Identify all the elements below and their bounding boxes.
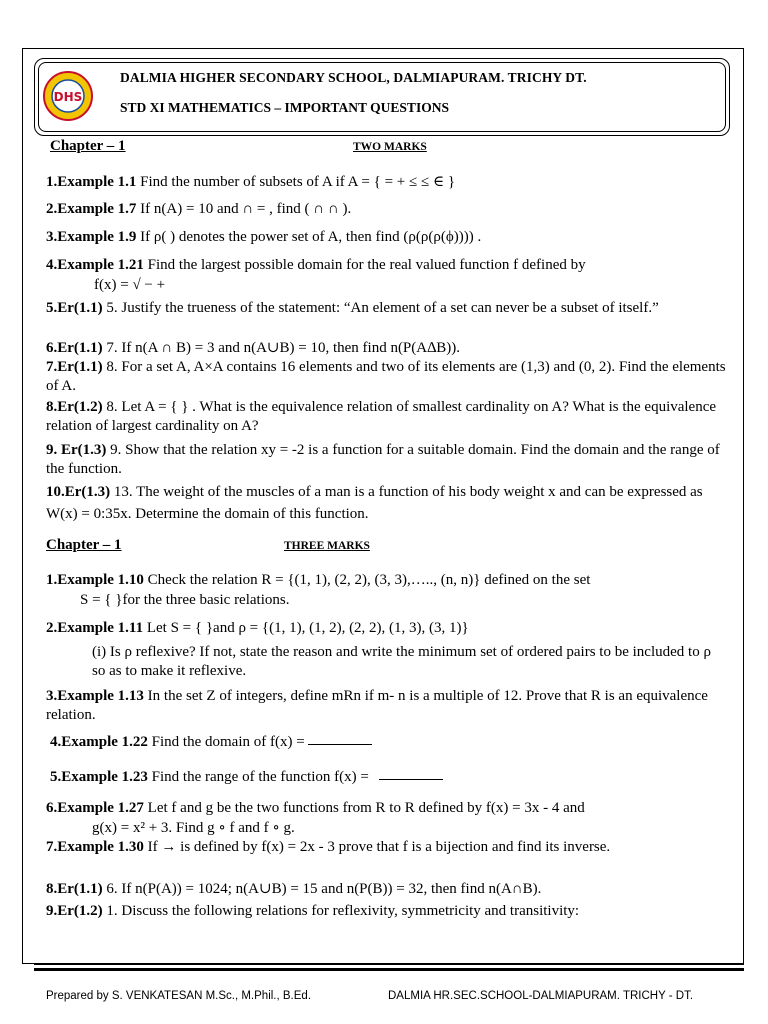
question-item: 9. Er(1.3) 9. Show that the relation xy = -2 is a function for a suitable domain. Find the domain and the range of the function. [46,442,720,477]
logo-text: DHS [53,90,83,104]
question-item: 2.Example 1.11 Let S = { }and ρ = {(1, 1), (1, 2), (2, 2), (1, 3), (3, 1)} [46,620,469,636]
question-item: 1.Example 1.1 Find the number of subsets of A if A = { = + ≤ ≤ ∈ } [46,174,456,190]
footer-rule [34,964,744,965]
chapter-heading: Chapter – 1 [46,537,122,553]
question-item: 3.Example 1.9 If ρ( ) denotes the power set of A, then find (ρ(ρ(ρ(ϕ)))) . [46,229,482,245]
school-logo [42,70,94,122]
school-name: DALMIA HIGHER SECONDARY SCHOOL, DALMIAPURAM. TRICHY DT. [120,70,587,85]
question-item: 3.Example 1.13 In the set Z of integers, define mRn if m- n is a multiple of 12. Prove that R is an equivalence relation. [46,688,708,723]
section-marks-heading: TWO MARKS [353,141,427,153]
question-item: 4.Example 1.22 Find the domain of f(x) = [50,733,730,752]
question-item: 8.Er(1.2) 8. Let A = { } . What is the equivalence relation of smallest cardinality on A? What is the equivalence relation of largest cardinality on A? [46,399,717,434]
question-item: 2.Example 1.7 If n(A) = 10 and ∩ = , find ( ∩ ∩ ). [46,201,352,217]
question-item: 9.Er(1.2) 1. Discuss the following relations for reflexivity, symmetricity and transitivity: [46,903,580,919]
page-subtitle: STD XI MATHEMATICS – IMPORTANT QUESTIONS [120,100,449,115]
question-item: 5.Er(1.1) 5. Justify the trueness of the statement: “An element of a set can never be a subset of itself.” [46,300,659,316]
question-item: 5.Example 1.23 Find the range of the function f(x) = [50,768,730,787]
footer-rule [34,968,744,971]
section-marks-heading: THREE MARKS [284,540,370,552]
question-continuation: (i) Is ρ reflexive? If not, state the reason and write the minimum set of ordered pairs to be included to ρ so as to make it reflexive. [92,644,711,679]
question-continuation: f(x) = √ − + [94,277,166,293]
question-item: 7.Er(1.1) 8. For a set A, A×A contains 16 elements and two of its elements are (1,3) and (0, 2). Find the elements of A. [46,359,726,394]
chapter-heading: Chapter – 1 [50,138,126,154]
question-item: 8.Er(1.1) 6. If n(P(A)) = 1024; n(A∪B) = 15 and n(P(B)) = 32, then find n(A∩B). [46,881,542,897]
question-item: 7.Example 1.30 If → is defined by f(x) = 2x - 3 prove that f is a bijection and find its inverse. [46,839,611,855]
question-item: 10.Er(1.3) 13. The weight of the muscles of a man is a function of his body weight x and can be expressed as W(x) = 0:35x. Determine the domain of this function. [46,484,703,522]
question-item: 6.Er(1.1) 7. If n(A ∩ B) = 3 and n(A∪B) = 10, then find n(P(A∆B)). [46,340,461,356]
question-continuation: S = { }for the three basic relations. [80,592,290,608]
question-item: 6.Example 1.27 Let f and g be the two functions from R to R defined by f(x) = 3x - 4 and [46,800,585,816]
footer-school: DALMIA HR.SEC.SCHOOL-DALMIAPURAM. TRICHY - DT. [388,990,694,1002]
question-item: 4.Example 1.21 Find the largest possible domain for the real valued function f defined by [46,257,586,273]
footer-author: Prepared by S. VENKATESAN M.Sc., M.Phil., B.Ed. [46,990,312,1002]
question-item: 1.Example 1.10 Check the relation R = {(1, 1), (2, 2), (3, 3),….., (n, n)} defined on the set [46,572,591,588]
question-continuation: g(x) = x² + 3. Find g ∘ f and f ∘ g. [92,820,295,836]
